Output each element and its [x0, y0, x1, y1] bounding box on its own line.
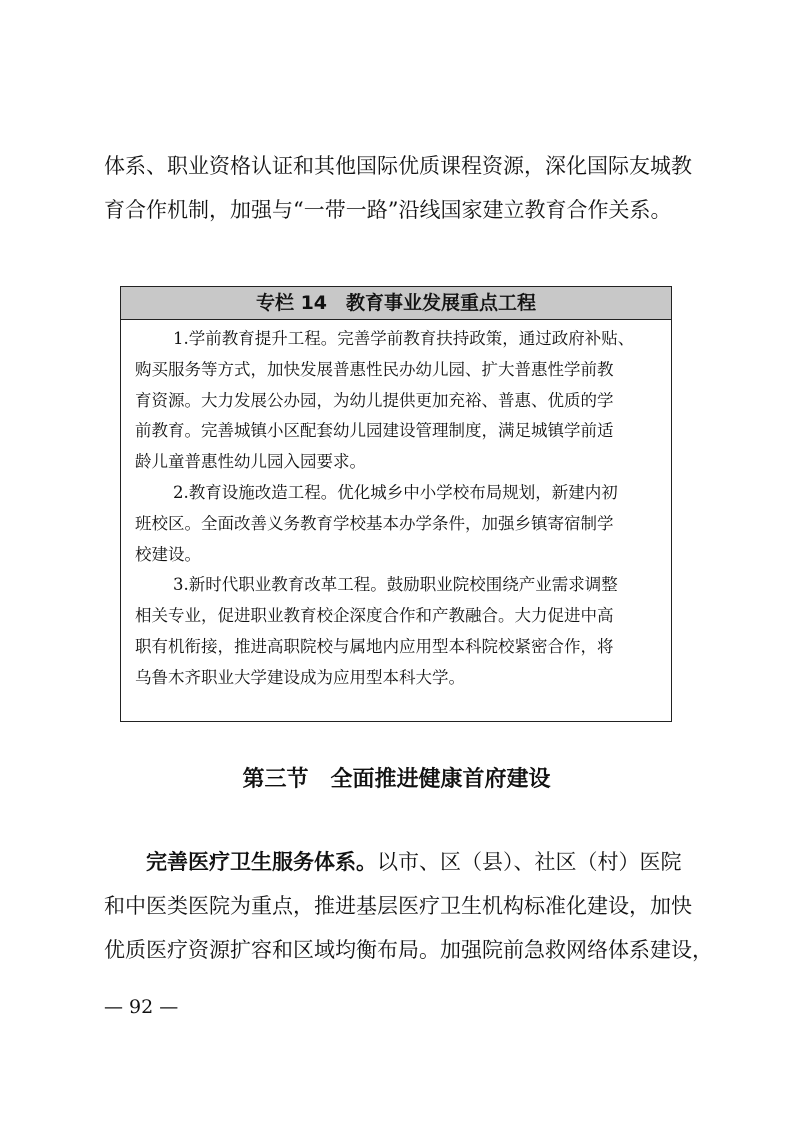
text-line: 相关专业，促进职业教育校企深度合作和产教融合。大力促进中高 [135, 606, 614, 626]
text-line: 育合作机制，加强与“一带一路”沿线国家建立教育合作关系。 [104, 198, 672, 222]
text-line: 前教育。完善城镇小区配套幼儿园建设管理制度，满足城镇学前适 [135, 421, 614, 441]
page-number: — 92 — [104, 996, 179, 1018]
section-number: 第三节 [242, 767, 309, 792]
text-line: 和中医类医院为重点，推进基层医疗卫生机构标准化建设，加快 [104, 894, 692, 918]
text-line: 职有机衔接，推进高职院校与属地内应用型本科院校紧密合作，将 [135, 636, 614, 656]
paragraph-text: 以市、区（县）、社区（村）医院 [377, 850, 682, 874]
text-line: 3.新时代职业教育改革工程。鼓励职业院校围绕产业需求调整 [173, 575, 618, 595]
text-line: 龄儿童普惠性幼儿园入园要求。 [135, 452, 366, 472]
text-line: 购买服务等方式，加快发展普惠性民办幼儿园、扩大普惠性学前教 [135, 359, 614, 379]
feature-box-body [121, 320, 671, 694]
text-line: 乌鲁木齐职业大学建设成为应用型本科大学。 [135, 667, 465, 687]
text-line: 体系、职业资格认证和其他国际优质课程资源，深化国际友城教 [104, 154, 692, 178]
feature-item-3 [135, 570, 657, 693]
feature-box [120, 286, 672, 722]
text-line: 校建设。 [135, 544, 201, 564]
text-line: 育资源。大力发展公办园，为幼儿提供更加充裕、普惠、优质的学 [135, 390, 614, 410]
text-line: 1.学前教育提升工程。完善学前教育扶持政策，通过政府补贴、 [173, 329, 635, 348]
paragraph-lead: 完善医疗卫生服务体系。 [146, 850, 377, 874]
feature-item-1 [135, 324, 657, 478]
text-line: 优质医疗资源扩容和区域均衡布局。加强院前急救网络体系建设， [104, 938, 713, 962]
body-paragraph [104, 840, 713, 972]
feature-item-2 [135, 478, 657, 570]
intro-paragraph [104, 144, 694, 232]
text-line: 班校区。全面改善义务教育学校基本办学条件，加强乡镇寄宿制学 [135, 513, 614, 533]
text-line [104, 840, 694, 884]
section-title: 全面推进健康首府建设 [330, 767, 551, 792]
text-line: 2.教育设施改造工程。优化城乡中小学校布局规划，新建内初 [173, 482, 618, 502]
feature-box-title: 专栏 14 教育事业发展重点工程 [121, 287, 671, 320]
section-heading [0, 760, 793, 800]
